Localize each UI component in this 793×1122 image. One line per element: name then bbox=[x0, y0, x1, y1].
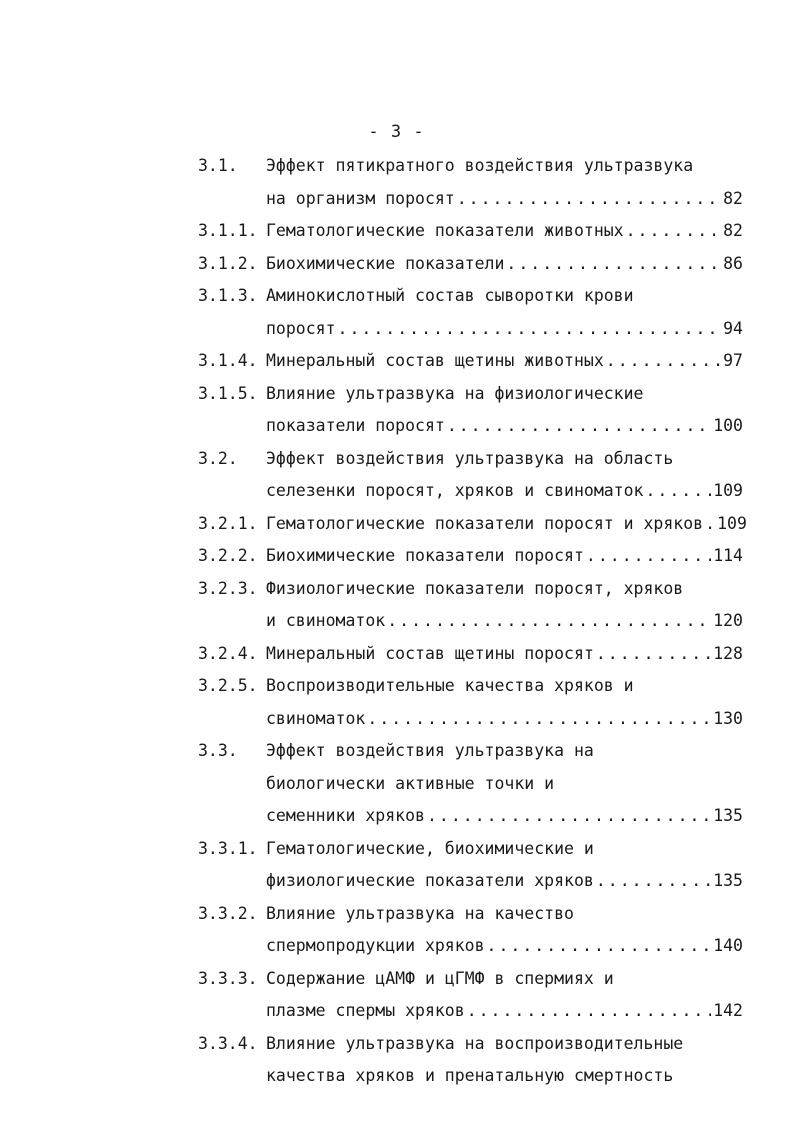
toc-entry-title: биологически активные точки и bbox=[266, 773, 555, 793]
toc-page-number: 86 bbox=[723, 253, 743, 273]
toc-entry bbox=[198, 378, 743, 443]
toc-dot-leader bbox=[338, 313, 722, 346]
toc-dot-leader bbox=[586, 540, 711, 573]
toc-section-number: 3.2.2. bbox=[198, 546, 258, 565]
toc-page-number: 109 bbox=[713, 481, 743, 500]
toc-section-number: 3.2.3. bbox=[198, 578, 258, 598]
toc-line bbox=[198, 768, 743, 801]
toc-entry-title: Гематологические, биохимические и bbox=[266, 838, 594, 858]
toc-entry bbox=[198, 508, 747, 541]
toc-section-number: 3.2.5. bbox=[198, 676, 258, 695]
toc-section-number: 3.1.2. bbox=[198, 253, 258, 273]
toc-entry-title: на организм поросят bbox=[266, 188, 455, 208]
toc-page-number: 128 bbox=[713, 643, 743, 663]
toc-section-number: 3.3. bbox=[198, 741, 238, 760]
toc-page-number: 100 bbox=[713, 416, 743, 435]
toc-entry-title: Эффект воздействия ультразвука на bbox=[266, 741, 594, 760]
toc-page-number: 120 bbox=[713, 611, 743, 630]
toc-entry-title: Влияние ультразвука на качество bbox=[266, 903, 574, 923]
toc-entry-title: плазме спермы хряков bbox=[266, 1001, 465, 1020]
toc-dot-leader bbox=[646, 475, 712, 508]
toc-dot-leader bbox=[487, 930, 712, 963]
toc-line bbox=[198, 703, 743, 736]
toc-entry-title: поросят bbox=[266, 318, 336, 338]
toc-line bbox=[198, 475, 743, 508]
toc-entry-title: Минеральный состав щетины животных bbox=[266, 351, 604, 370]
toc-line bbox=[198, 963, 743, 996]
toc-entry-title: Влияние ультразвука на воспроизводительные bbox=[266, 1033, 684, 1053]
toc-entry bbox=[198, 963, 743, 1028]
toc-entry bbox=[198, 540, 743, 573]
toc-entry-title: Минеральный состав щетины поросят bbox=[266, 643, 594, 663]
toc-section-number: 3.1. bbox=[198, 156, 238, 175]
toc-entry bbox=[198, 345, 743, 378]
toc-page-number: 82 bbox=[723, 188, 743, 208]
toc-entry-title: селезенки поросят, хряков и свиноматок bbox=[266, 481, 644, 500]
toc-line bbox=[198, 638, 743, 671]
toc-line bbox=[198, 410, 743, 443]
toc-entry-title: Аминокислотный состав сыворотки крови bbox=[266, 286, 634, 305]
toc-page-number: 82 bbox=[723, 221, 743, 240]
toc-dot-leader bbox=[387, 605, 711, 638]
toc-entry bbox=[198, 735, 743, 833]
toc-entry-title: Эффект воздействия ультразвука на область bbox=[266, 448, 674, 468]
toc-page-number: 142 bbox=[713, 1001, 743, 1020]
toc-page-number: 114 bbox=[713, 546, 743, 565]
toc-dot-leader bbox=[427, 800, 711, 833]
table-of-contents bbox=[198, 150, 747, 1093]
toc-section-number: 3.2.1. bbox=[198, 513, 258, 533]
toc-entry-title: Эффект пятикратного воздействия ультразвука bbox=[266, 156, 694, 175]
toc-entry bbox=[198, 280, 743, 345]
toc-entry bbox=[198, 833, 743, 898]
toc-section-number: 3.3.2. bbox=[198, 903, 258, 923]
toc-line bbox=[198, 833, 743, 866]
toc-entry bbox=[198, 215, 743, 248]
toc-entry bbox=[198, 898, 743, 963]
toc-line bbox=[198, 1028, 743, 1061]
toc-page-number: 109 bbox=[717, 513, 747, 533]
toc-line bbox=[198, 800, 743, 833]
toc-entry-title: Влияние ультразвука на физиологические bbox=[266, 383, 644, 403]
toc-line bbox=[198, 670, 743, 703]
toc-entry-title: Биохимические показатели bbox=[266, 253, 505, 273]
toc-page-number: 135 bbox=[713, 806, 743, 825]
toc-line bbox=[198, 183, 743, 216]
toc-line bbox=[198, 508, 747, 541]
toc-entry-title: семенники хряков bbox=[266, 806, 425, 825]
toc-dot-leader bbox=[626, 215, 722, 248]
toc-entry bbox=[198, 443, 743, 508]
toc-entry-title: свиноматок bbox=[266, 708, 366, 728]
toc-line bbox=[198, 573, 743, 606]
toc-line bbox=[198, 378, 743, 411]
toc-section-number: 3.1.3. bbox=[198, 286, 258, 305]
toc-page-number: 135 bbox=[713, 871, 743, 890]
toc-line bbox=[198, 248, 743, 281]
toc-dot-leader bbox=[447, 410, 711, 443]
toc-entry bbox=[198, 670, 743, 735]
toc-line bbox=[198, 1060, 743, 1093]
toc-page-number: 130 bbox=[713, 708, 743, 728]
toc-line bbox=[198, 443, 743, 476]
toc-line bbox=[198, 995, 743, 1028]
toc-page-number: 94 bbox=[723, 318, 743, 338]
toc-dot-leader bbox=[457, 183, 721, 216]
toc-line bbox=[198, 313, 743, 346]
toc-section-number: 3.1.1. bbox=[198, 221, 258, 240]
toc-entry-title: Содержание цАМФ и цГМФ в спермиях и bbox=[266, 968, 614, 988]
toc-entry-title: Физиологические показатели поросят, хряков bbox=[266, 578, 684, 598]
toc-line bbox=[198, 865, 743, 898]
toc-entry-title: Гематологические показатели животных bbox=[266, 221, 624, 240]
toc-dot-leader bbox=[596, 865, 711, 898]
toc-entry bbox=[198, 1028, 743, 1093]
toc-entry-title: и свиноматок bbox=[266, 611, 386, 630]
toc-line bbox=[198, 215, 743, 248]
toc-line bbox=[198, 345, 743, 378]
toc-entry-title: Биохимические показатели поросят bbox=[266, 546, 584, 565]
toc-line bbox=[198, 280, 743, 313]
toc-line bbox=[198, 898, 743, 931]
toc-entry-title: спермопродукции хряков bbox=[266, 936, 485, 955]
toc-dot-leader bbox=[705, 508, 715, 541]
toc-line bbox=[198, 605, 743, 638]
toc-section-number: 3.3.1. bbox=[198, 838, 258, 858]
toc-entry bbox=[198, 573, 743, 638]
toc-entry-title: физиологические показатели хряков bbox=[266, 871, 594, 890]
toc-page-number: 97 bbox=[723, 351, 743, 370]
toc-entry bbox=[198, 150, 743, 215]
toc-section-number: 3.3.3. bbox=[198, 968, 258, 988]
toc-page-number: 140 bbox=[713, 936, 743, 955]
toc-line bbox=[198, 540, 743, 573]
toc-section-number: 3.3.4. bbox=[198, 1033, 258, 1053]
toc-section-number: 3.2.4. bbox=[198, 643, 258, 663]
toc-line bbox=[198, 735, 743, 768]
toc-entry-title: Гематологические показатели поросят и хряков bbox=[266, 513, 704, 533]
toc-section-number: 3.1.5. bbox=[198, 383, 258, 403]
toc-line bbox=[198, 930, 743, 963]
toc-dot-leader bbox=[367, 703, 711, 736]
page-number: - 3 - bbox=[368, 122, 425, 142]
toc-dot-leader bbox=[606, 345, 721, 378]
toc-entry-title: качества хряков и пренатальную смертность bbox=[266, 1066, 674, 1085]
toc-entry-title: Воспроизводительные качества хряков и bbox=[266, 676, 634, 695]
toc-dot-leader bbox=[467, 995, 712, 1028]
toc-entry-title: показатели поросят bbox=[266, 416, 445, 435]
toc-line bbox=[198, 150, 743, 183]
toc-dot-leader bbox=[506, 248, 721, 281]
toc-dot-leader bbox=[596, 638, 711, 671]
toc-entry bbox=[198, 248, 743, 281]
toc-section-number: 3.1.4. bbox=[198, 351, 258, 370]
toc-entry bbox=[198, 638, 743, 671]
toc-section-number: 3.2. bbox=[198, 448, 238, 468]
